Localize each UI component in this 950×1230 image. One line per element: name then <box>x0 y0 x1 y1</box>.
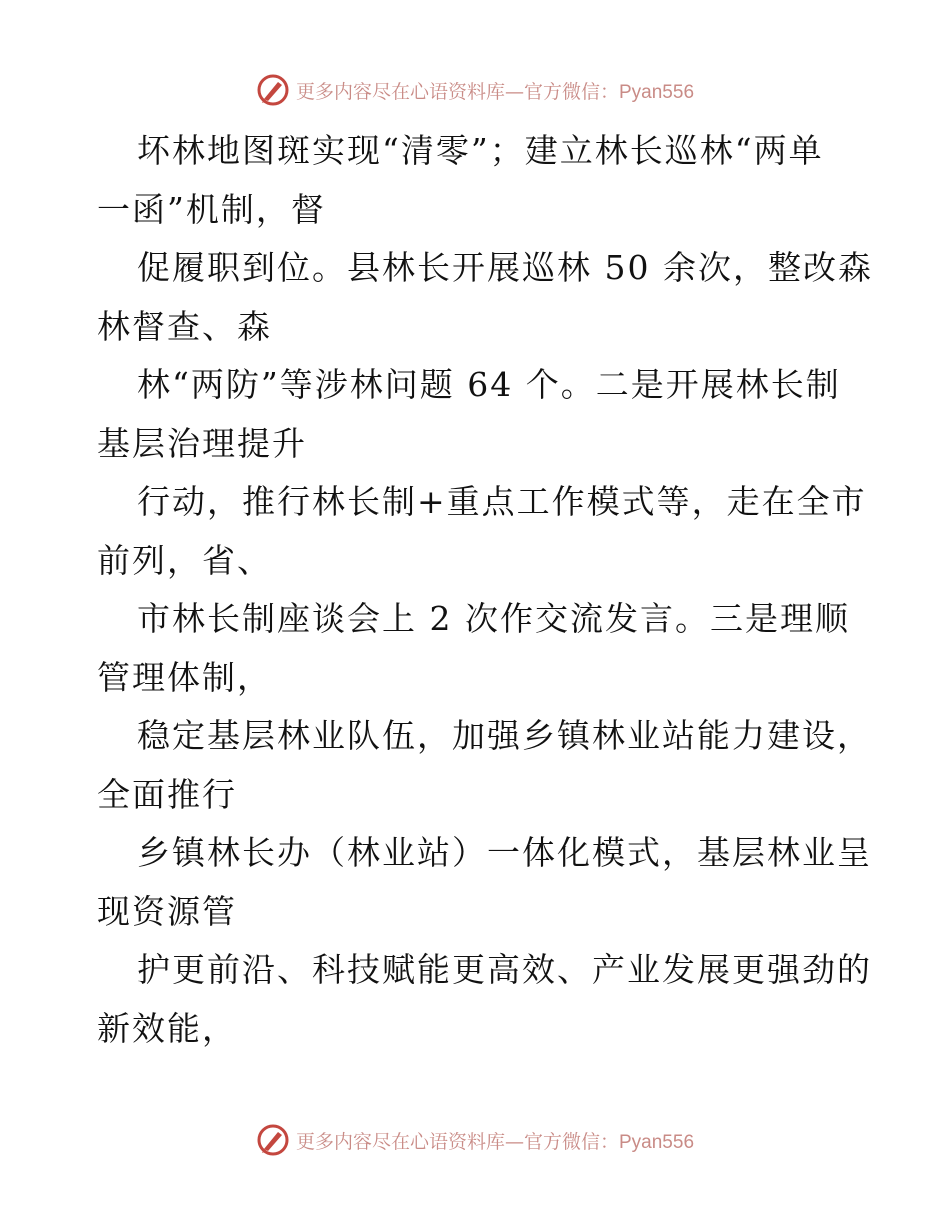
text-line-4: 林督查、森 <box>97 306 272 346</box>
text-line-12: 全面推行 <box>97 774 237 814</box>
text-line-3: 促履职到位。县林长开展巡林 50 余次，整改森 <box>137 248 873 287</box>
text-line-5: 林“两防”等涉林问题 64 个。二是开展林长制 <box>137 365 841 404</box>
document-body <box>97 122 873 1058</box>
text-line-10: 管理体制， <box>97 657 272 697</box>
text-line-13: 乡镇林长办（林业站）一体化模式，基层林业呈 <box>137 833 872 872</box>
text-line-7: 行动，推行林长制+重点工作模式等，走在全市 <box>137 482 867 521</box>
text-line-15: 护更前沿、科技赋能更高效、产业发展更强劲的 <box>137 950 872 989</box>
watermark-text: 更多内容尽在心语资料库—官方微信：Pyan556 <box>295 80 695 103</box>
text-line-16: 新效能， <box>97 1008 237 1048</box>
text-line-8: 前列，省、 <box>97 540 272 580</box>
header-watermark <box>0 70 950 110</box>
text-line-2: 一函”机制，督 <box>97 189 326 229</box>
text-line-14: 现资源管 <box>97 891 237 931</box>
text-line-1: 坏林地图斑实现“清零”；建立林长巡林“两单 <box>137 131 824 170</box>
pen-logo-icon <box>256 73 290 107</box>
watermark-text: 更多内容尽在心语资料库—官方微信：Pyan556 <box>295 1130 695 1153</box>
footer-watermark <box>0 1120 950 1160</box>
text-line-11: 稳定基层林业队伍，加强乡镇林业站能力建设， <box>137 716 872 755</box>
pen-logo-icon <box>256 1123 290 1157</box>
text-line-6: 基层治理提升 <box>97 423 307 463</box>
text-line-9: 市林长制座谈会上 2 次作交流发言。三是理顺 <box>137 599 850 638</box>
